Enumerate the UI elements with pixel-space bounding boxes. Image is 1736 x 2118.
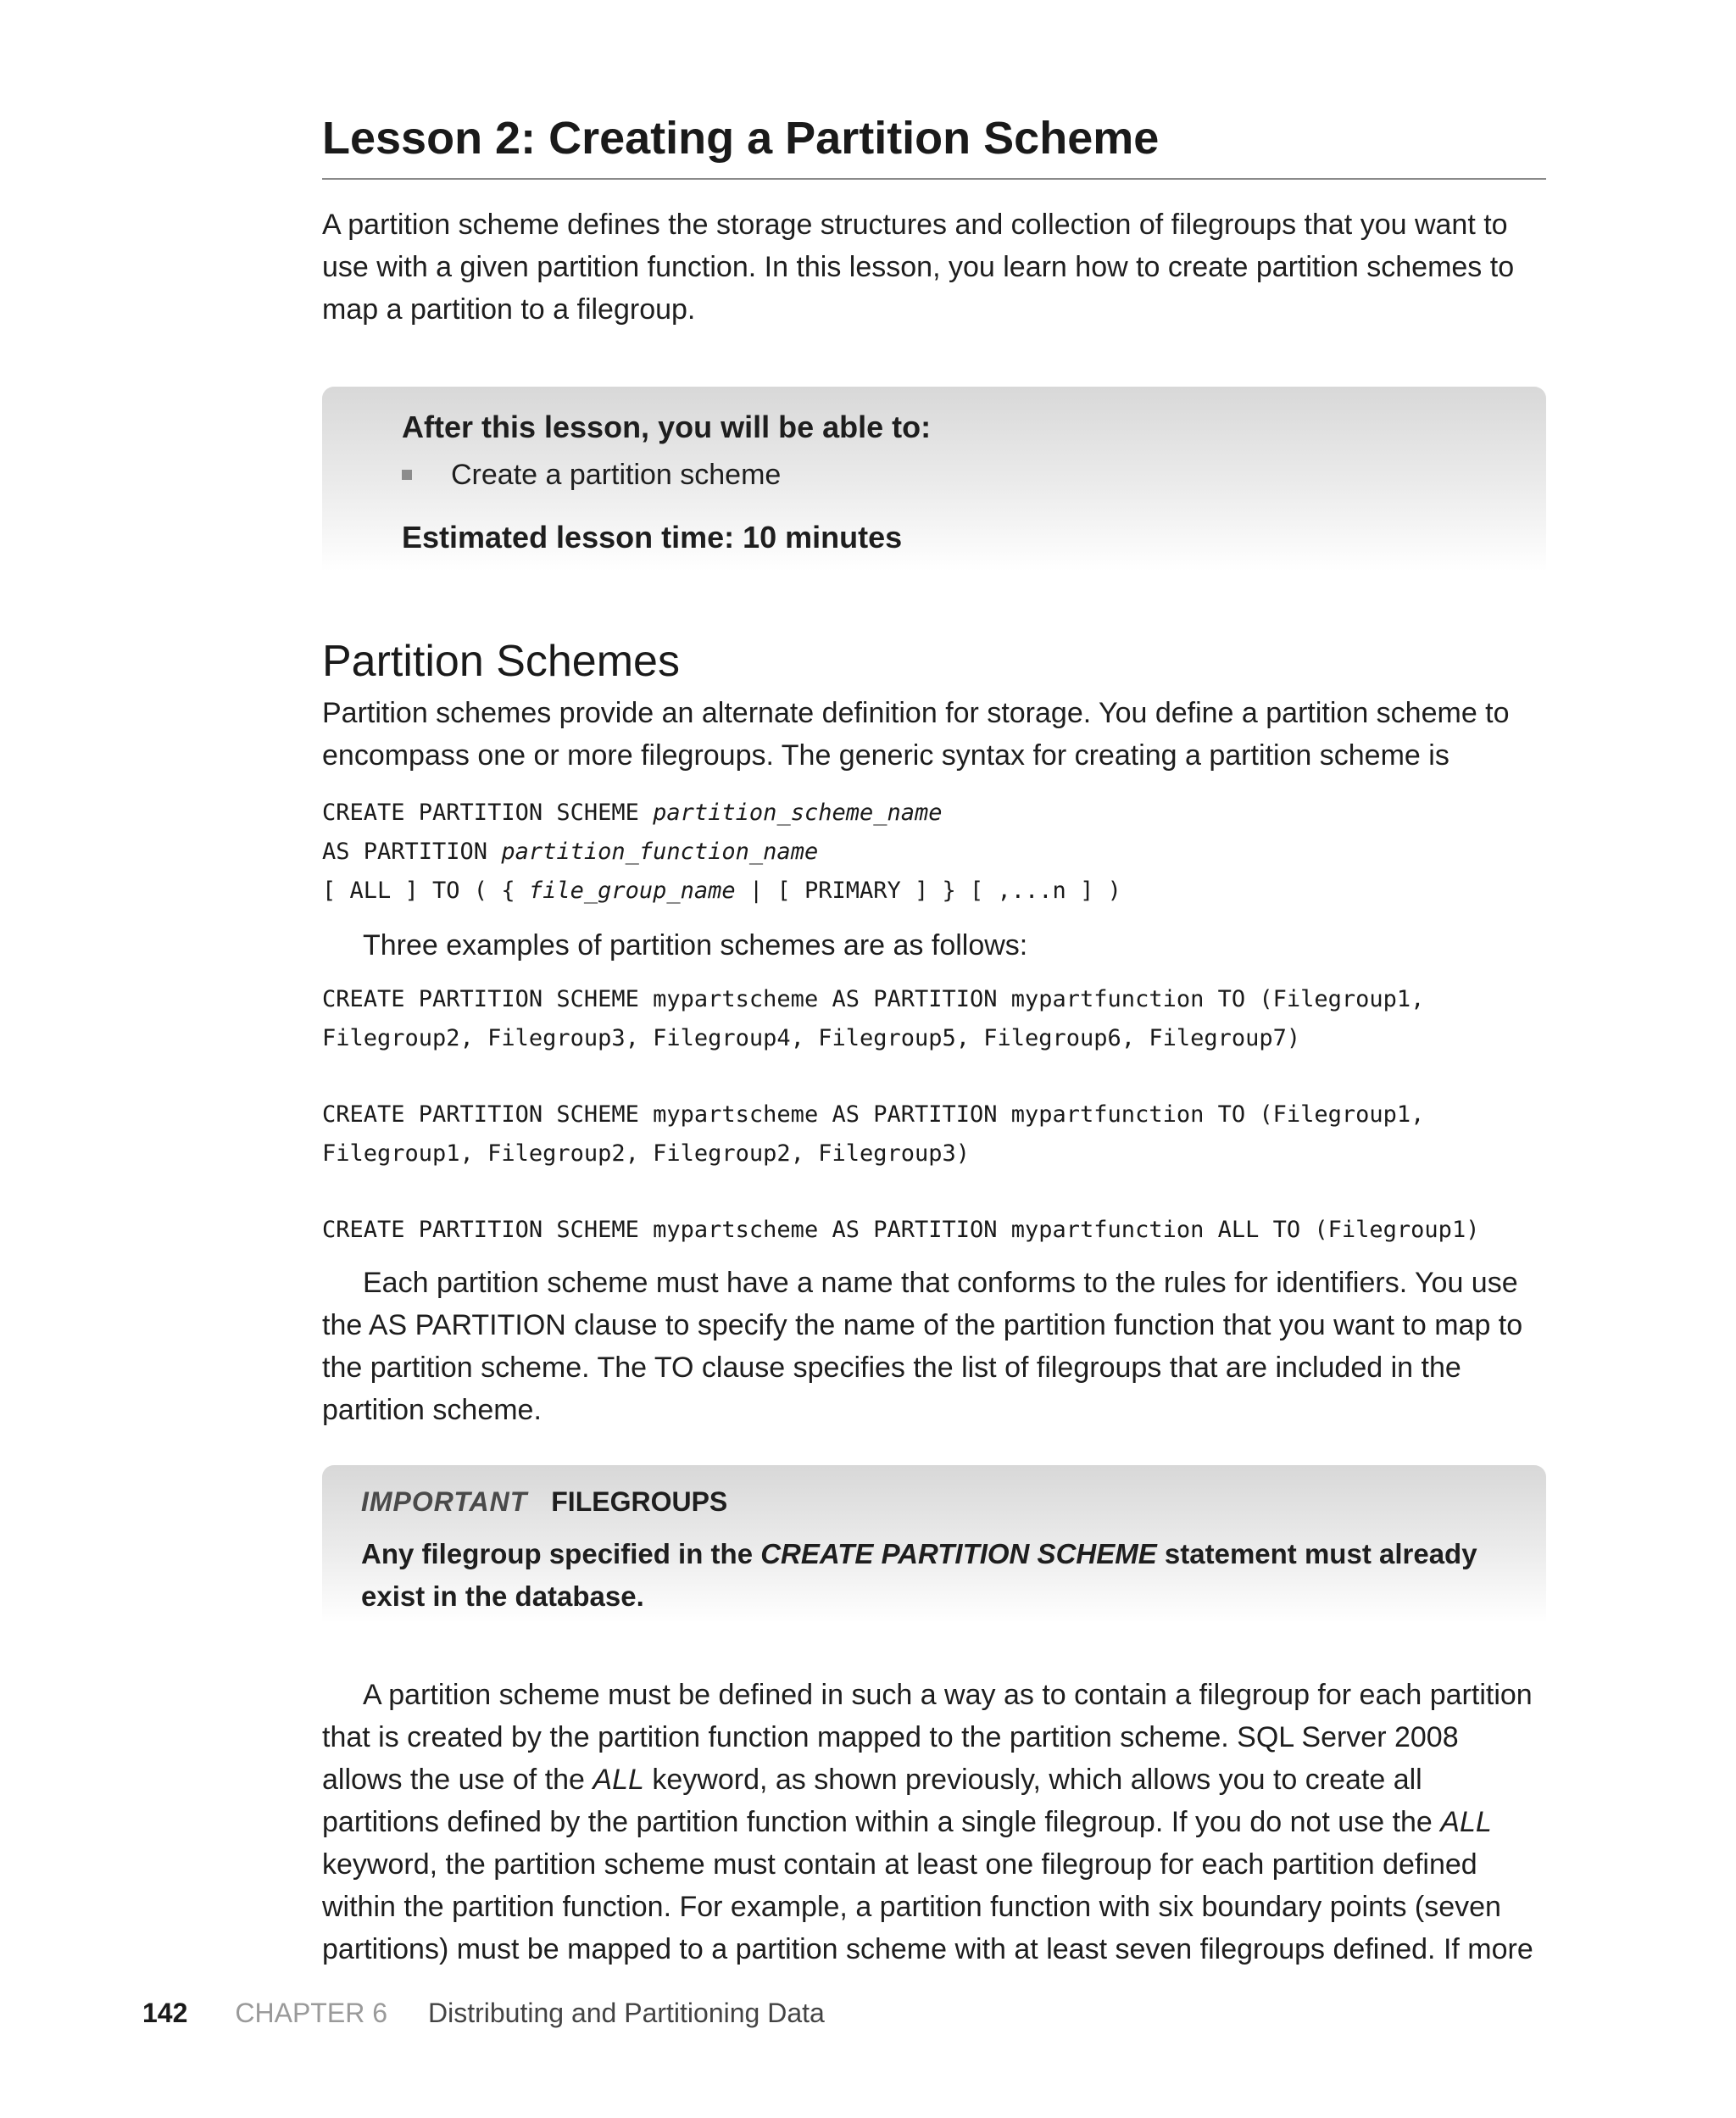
page-footer <box>142 1994 825 2032</box>
important-label: IMPORTANT <box>361 1486 528 1517</box>
section-title: Partition Schemes <box>322 637 680 686</box>
objective-item-text: Create a partition scheme <box>451 459 782 491</box>
bullet-square-icon <box>402 470 412 480</box>
page-content <box>322 109 1546 1970</box>
syntax-code-block <box>322 794 1546 911</box>
section-paragraph-1: Partition schemes provide an alternate definition for storage. You define a partition scheme to encompass one or more filegroups. The generic syntax for creating a partition scheme is <box>322 697 1510 772</box>
objectives-box <box>322 387 1546 571</box>
example-code-1: CREATE PARTITION SCHEME mypartscheme AS PARTITION mypartfunction TO (Filegroup1, Filegroup2, Filegroup3, Filegroup4, Filegroup5, Filegroup6, Filegroup7) <box>322 986 1425 1051</box>
syntax-argument: file_group_name <box>528 878 736 904</box>
syntax-keyword: CREATE PARTITION SCHEME <box>322 800 654 826</box>
syntax-keyword: | [ PRIMARY ] } [ ,...n ] ) <box>735 878 1121 904</box>
syntax-argument: partition_function_name <box>501 839 819 865</box>
examples-intro: Three examples of partition schemes are as follows: <box>363 929 1028 961</box>
paragraph-text: keyword, as shown previously, which allows you to create all partitions defined by the partition function within a single filegroup. If you do not use the <box>322 1764 1441 1838</box>
lesson-title: Lesson 2: Creating a Partition Scheme <box>322 109 1546 180</box>
page-number: 142 <box>142 1998 188 2028</box>
objective-item <box>402 453 1546 497</box>
syntax-keyword: [ ALL ] TO ( { <box>322 878 529 904</box>
keyword-emphasis: ALL <box>593 1764 644 1796</box>
important-note-box <box>322 1465 1546 1623</box>
paragraph-text: keyword, the partition scheme must contain at least one filegroup for each partition defined within the partition function. For example, a partition function with six boundary points (seven partitions) must be mapped to a partition scheme with at least seven filegroups defined. If more <box>322 1848 1533 1965</box>
section-paragraph-3 <box>322 1674 1546 1970</box>
section-paragraph-2: Each partition scheme must have a name that conforms to the rules for identifiers. You use the AS PARTITION clause to specify the name of the partition function that you want to map to the partition scheme. The TO clause specifies the list of filegroups that are included in the partition scheme. <box>322 1267 1523 1426</box>
important-body-text: Any filegroup specified in the <box>361 1538 761 1569</box>
lesson-intro: A partition scheme defines the storage structures and collection of filegroups that you want to use with a given partition function. In this lesson, you learn how to create partition schemes to map a partition to a filegroup. <box>322 209 1515 326</box>
example-code-2: CREATE PARTITION SCHEME mypartscheme AS PARTITION mypartfunction TO (Filegroup1, Filegroup1, Filegroup2, Filegroup2, Filegroup3) <box>322 1101 1425 1167</box>
paragraph-text: A partition scheme must be defined in such a way as to contain a filegroup for each partition that is created by the partition function mapped to the partition scheme. SQL Server 2008 allows the use of the <box>322 1679 1533 1796</box>
chapter-label: CHAPTER 6 <box>235 1998 387 2028</box>
example-code-3: CREATE PARTITION SCHEME mypartscheme AS PARTITION mypartfunction ALL TO (Filegroup1) <box>322 1217 1480 1243</box>
syntax-argument: partition_scheme_name <box>653 800 943 826</box>
important-header <box>361 1480 1512 1523</box>
objectives-heading: After this lesson, you will be able to: <box>402 410 932 444</box>
important-topic: FILEGROUPS <box>551 1486 728 1517</box>
syntax-keyword: AS PARTITION <box>322 839 502 865</box>
important-body <box>361 1533 1512 1618</box>
important-body-text: statement must already exist in the database. <box>361 1538 1477 1612</box>
important-body-emphasis: CREATE PARTITION SCHEME <box>760 1538 1157 1569</box>
chapter-title: Distributing and Partitioning Data <box>427 1998 825 2028</box>
keyword-emphasis: ALL <box>1440 1806 1492 1838</box>
lesson-time-estimate: Estimated lesson time: 10 minutes <box>402 520 903 555</box>
